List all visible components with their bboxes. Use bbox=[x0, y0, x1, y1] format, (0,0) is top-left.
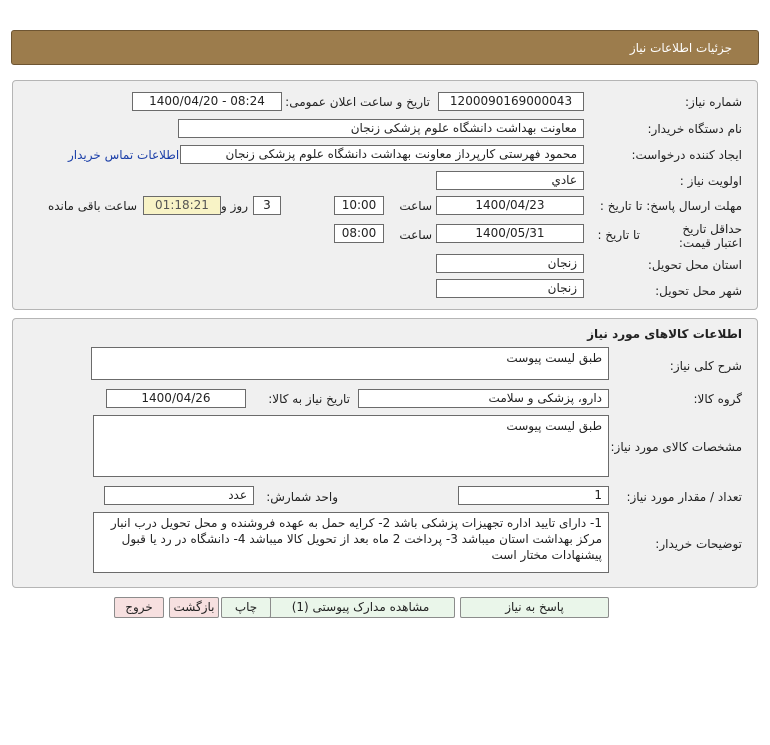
general-desc-field: طبق لیست پیوست bbox=[91, 347, 609, 380]
deadline-label: مهلت ارسال پاسخ: تا تاریخ : bbox=[599, 199, 742, 213]
announce-label: تاریخ و ساعت اعلان عمومی: bbox=[285, 95, 430, 109]
goods-group-field: دارو، پزشکی و سلامت bbox=[358, 389, 609, 408]
validity-time-field: 08:00 bbox=[334, 224, 384, 243]
validity-date-field: 1400/05/31 bbox=[436, 224, 584, 243]
remaining-label: ساعت باقی مانده bbox=[47, 199, 137, 213]
general-desc-label: شرح کلی نیاز: bbox=[669, 359, 742, 373]
exit-button[interactable]: خروج bbox=[114, 597, 164, 618]
need-date-field: 1400/04/26 bbox=[106, 389, 246, 408]
deadline-date-field: 1400/04/23 bbox=[436, 196, 584, 215]
page-header bbox=[11, 30, 759, 65]
buyer-org-field: معاونت بهداشت دانشگاه علوم پزشکی زنجان bbox=[178, 119, 584, 138]
deadline-time-field: 10:00 bbox=[334, 196, 384, 215]
unit-field: عدد bbox=[104, 486, 254, 505]
page-title: جزئیات اطلاعات نیاز bbox=[629, 41, 732, 55]
view-attachments-button[interactable]: مشاهده مدارک پیوستی (1) bbox=[266, 597, 455, 618]
validity-label-text: حداقل تاریخ اعتبار قیمت: bbox=[678, 222, 742, 250]
province-field: زنجان bbox=[436, 254, 584, 273]
validity-label bbox=[662, 222, 742, 250]
validity-time-label: ساعت bbox=[399, 228, 432, 242]
specs-field: طبق لیست پیوست bbox=[93, 415, 609, 477]
remaining-days-field: 3 bbox=[253, 196, 281, 215]
validity-to-label: تا تاریخ : bbox=[597, 228, 640, 242]
quantity-label: تعداد / مقدار مورد نیاز: bbox=[626, 490, 742, 504]
province-label: استان محل تحویل: bbox=[647, 258, 742, 272]
priority-field: عادي bbox=[436, 171, 584, 190]
creator-label: ایجاد کننده درخواست: bbox=[631, 148, 742, 162]
city-label: شهر محل تحویل: bbox=[655, 284, 742, 298]
remaining-time-field: 01:18:21 bbox=[143, 196, 221, 215]
unit-label: واحد شمارش: bbox=[266, 490, 338, 504]
need-number-label: شماره نیاز: bbox=[685, 95, 742, 109]
priority-label: اولویت نیاز : bbox=[679, 174, 742, 188]
need-number-field: 1200090169000043 bbox=[438, 92, 584, 111]
reply-button[interactable]: پاسخ به نیاز bbox=[460, 597, 609, 618]
city-field: زنجان bbox=[436, 279, 584, 298]
buyer-notes-label: توضیحات خریدار: bbox=[655, 537, 742, 551]
creator-field: محمود فهرستی کارپرداز معاونت بهداشت دانشگاه علوم پزشکی زنجان bbox=[180, 145, 584, 164]
buyer-org-label: نام دستگاه خریدار: bbox=[647, 122, 742, 136]
back-button[interactable]: بازگشت bbox=[169, 597, 219, 618]
print-button[interactable]: چاپ bbox=[221, 597, 271, 618]
deadline-time-label: ساعت bbox=[399, 199, 432, 213]
specs-label: مشخصات کالای مورد نیاز: bbox=[610, 440, 742, 454]
days-label: روز و bbox=[221, 199, 248, 213]
need-date-label: تاریخ نیاز به کالا: bbox=[268, 392, 350, 406]
buyer-contact-link[interactable]: اطلاعات تماس خریدار bbox=[68, 148, 180, 162]
quantity-field: 1 bbox=[458, 486, 609, 505]
announce-datetime-field: 1400/04/20 - 08:24 bbox=[132, 92, 282, 111]
goods-section-title: اطلاعات کالاهای مورد نیاز bbox=[587, 327, 742, 341]
buyer-notes-field: 1- دارای تایید اداره تجهیزات پزشکی باشد 2- کرایه حمل به عهده فروشنده و محل تحویل درب انبار مرکز بهداشت استان میباشد 3- پرداخت 2 ماه بعد از تحویل کالا میباشد 4- دانشگاه در رد یا قبول پیشنهادات مختار است bbox=[93, 512, 609, 573]
goods-group-label: گروه کالا: bbox=[693, 392, 742, 406]
need-info-panel bbox=[12, 80, 758, 310]
